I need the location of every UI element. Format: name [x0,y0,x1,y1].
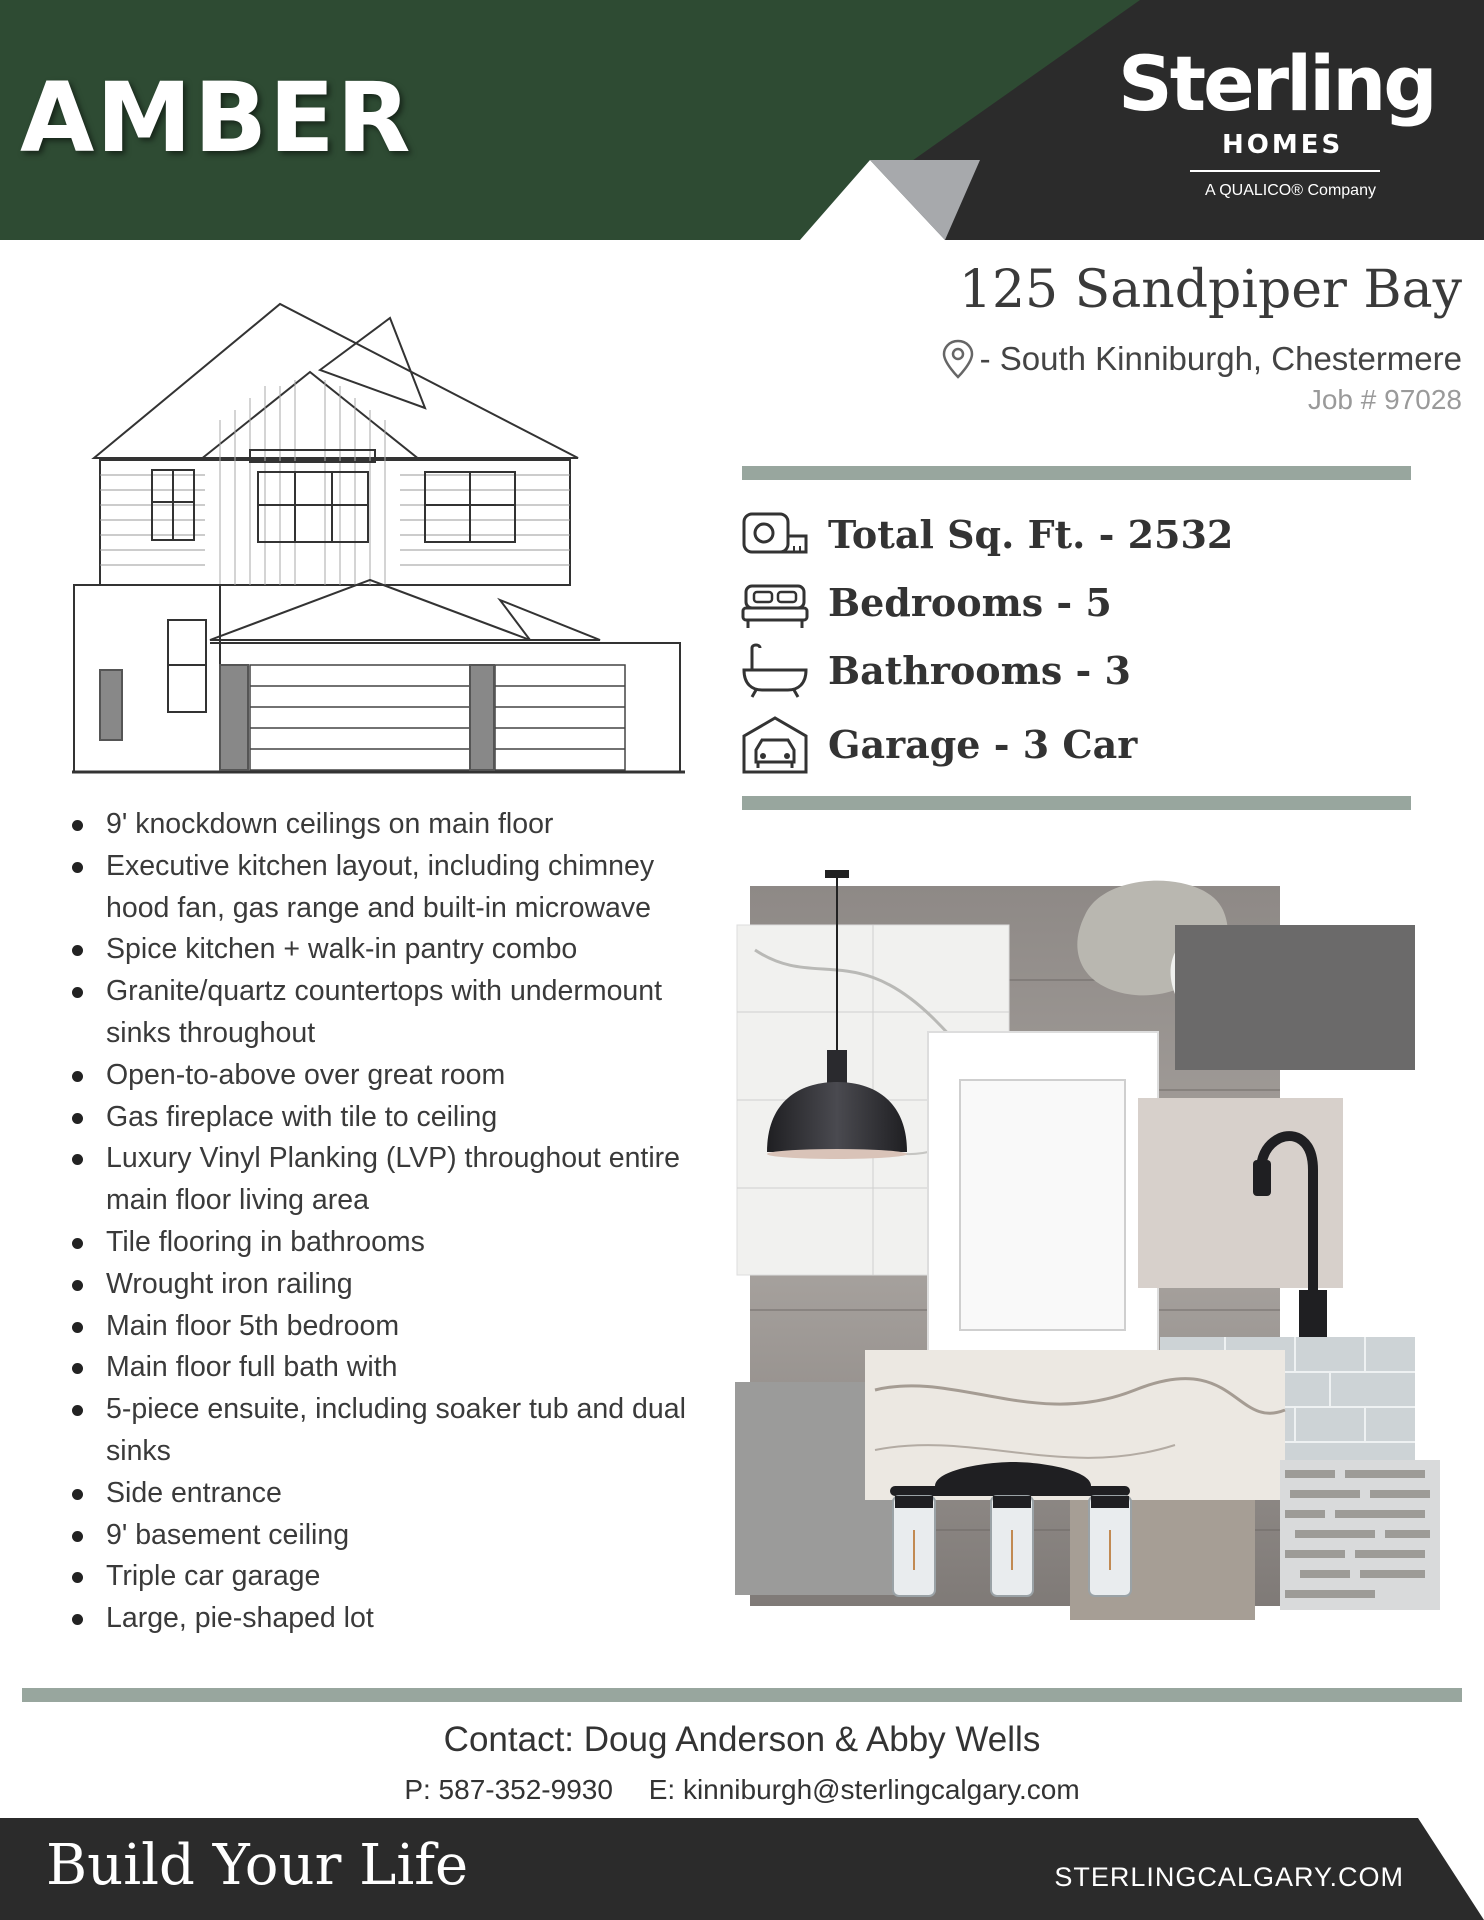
list-item: Wrought iron railing [70,1264,710,1306]
bed-icon [740,572,810,632]
brand-sub: HOMES [1222,130,1344,160]
list-item: 9' knockdown ceilings on main floor [70,804,710,846]
list-item: Large, pie-shaped lot [70,1598,710,1640]
spec-garage-label: Garage - 3 Car [828,721,1138,767]
location-text: - South Kinniburgh, Chestermere [979,340,1462,377]
location-row [940,338,1462,380]
footer-website-link[interactable]: STERLINGCALGARY.COM [1054,1862,1404,1892]
spec-square-feet [740,502,1233,566]
contact-names: Contact: Doug Anderson & Abby Wells [443,1720,1041,1759]
contact-divider [22,1688,1462,1702]
footer-tagline: Build Your Life [46,1833,469,1898]
logo-divider [1190,170,1380,172]
brand-logo: Sterling [1118,39,1435,128]
list-item: Executive kitchen layout, including chimney hood fan, gas range and built-in microwave [70,846,710,930]
job-number: Job # 97028 [1307,384,1462,415]
list-item: Open-to-above over great room [70,1055,710,1097]
list-item: Triple car garage [70,1556,710,1598]
model-name: AMBER [20,62,413,174]
list-item: 9' basement ceiling [70,1515,710,1557]
specs-bottom-divider [742,796,1411,810]
tape-measure-icon [740,504,810,564]
finishes-mood-board [735,870,1445,1620]
contact-details [0,1774,1484,1806]
spec-bedrooms [740,570,1112,634]
contact-phone[interactable]: P: 587-352-9930 [404,1774,613,1805]
property-address: 125 Sandpiper Bay [958,260,1462,320]
house-elevation-drawing [70,300,685,780]
brand-tagline: A QUALICO® Company [1205,182,1376,199]
list-item: Tile flooring in bathrooms [70,1222,710,1264]
spec-bathrooms-label: Bathrooms - 3 [828,647,1131,693]
bathtub-icon [740,640,810,700]
feature-list [70,804,710,1640]
spec-bathrooms [740,638,1131,702]
spec-square-feet-label: Total Sq. Ft. - 2532 [828,511,1234,557]
map-pin-icon [940,338,976,380]
spec-garage [740,712,1137,776]
list-item: Spice kitchen + walk-in pantry combo [70,929,710,971]
list-item: Gas fireplace with tile to ceiling [70,1097,710,1139]
specs-top-divider [742,466,1411,480]
garage-icon [740,714,810,774]
contact-email[interactable]: E: kinniburgh@sterlingcalgary.com [648,1774,1080,1805]
spec-bedrooms-label: Bedrooms - 5 [828,579,1112,625]
list-item: 5-piece ensuite, including soaker tub and dual sinks [70,1389,710,1473]
list-item: Main floor 5th bedroom [70,1306,710,1348]
list-item: Granite/quartz countertops with undermount sinks throughout [70,971,710,1055]
list-item: Main floor full bath with [70,1347,710,1389]
list-item: Side entrance [70,1473,710,1515]
list-item: Luxury Vinyl Planking (LVP) throughout entire main floor living area [70,1138,710,1222]
